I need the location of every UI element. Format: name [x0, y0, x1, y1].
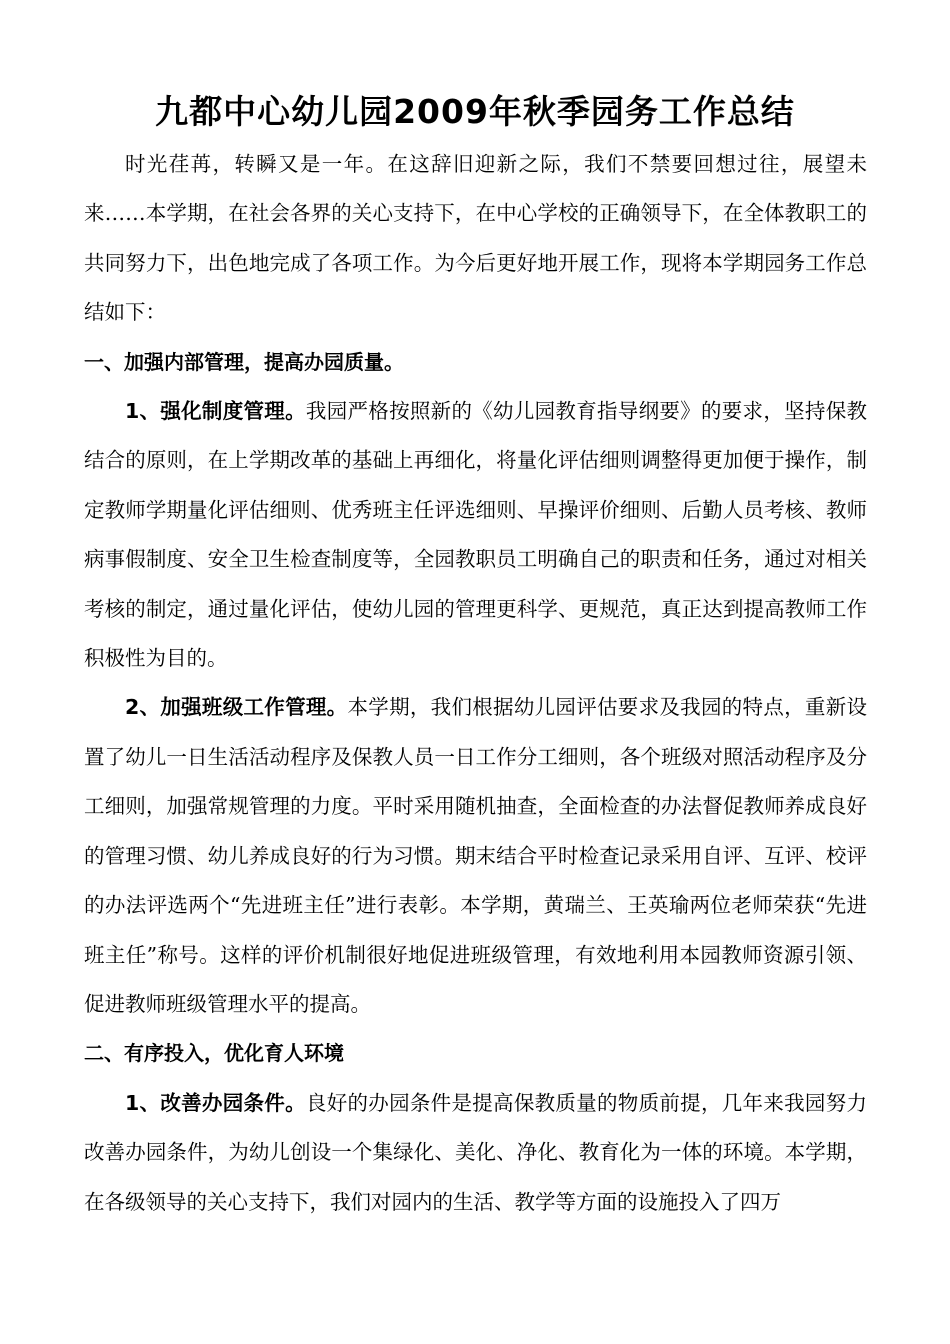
- document-body: [84, 140, 867, 1227]
- paragraph-lead: 2、加强班级工作管理。: [125, 695, 348, 720]
- paragraph-1-2: [84, 683, 867, 1029]
- paragraph-2-1: [84, 1079, 867, 1227]
- paragraph-1-1: [84, 387, 867, 683]
- section-heading-1: 一、加强内部管理，提高办园质量。: [84, 349, 404, 374]
- section-heading-2: 二、有序投入，优化育人环境: [84, 1041, 344, 1066]
- paragraph-text: 我园严格按照新的《幼儿园教育指导纲要》的要求，坚持保教结合的原则，在上学期改革的基础上再细化，将量化评估细则调整得更加便于操作，制定教师学期量化评估细则、优秀班主任评选细则、早操评价细则、后勤人员考核、教师病事假制度、安全卫生检查制度等，全园教职员工明确自己的职责和任务，通过对相关考核的制定，通过量化评估，使幼儿园的管理更科学、更规范，真正达到提高教师工作积极性为目的。: [84, 399, 868, 671]
- paragraph-lead: 1、改善办园条件。: [125, 1090, 306, 1115]
- paragraph-text: 良好的办园条件是提高保教质量的物质前提，几年来我园努力改善办园条件，为幼儿创设一个集绿化、美化、净化、教育化为一体的环境。本学期，在各级领导的关心支持下，我们对园内的生活、教学等方面的设施投入了四万: [84, 1090, 868, 1214]
- intro-paragraph: 时光荏苒，转瞬又是一年。在这辞旧迎新之际，我们不禁要回想过往，展望未来……本学期，在社会各界的关心支持下，在中心学校的正确领导下，在全体教职工的共同努力下，出色地完成了各项工作。为今后更好地开展工作，现将本学期园务工作总结如下：: [84, 152, 867, 325]
- paragraph-text: 本学期，我们根据幼儿园评估要求及我园的特点，重新设置了幼儿一日生活活动程序及保教人员一日工作分工细则，各个班级对照活动程序及分工细则，加强常规管理的力度。平时采用随机抽查，全面检查的办法督促教师养成良好的管理习惯、幼儿养成良好的行为习惯。期末结合平时检查记录采用自评、互评、校评的办法评选两个“先进班主任”进行表彰。本学期，黄瑞兰、王英瑜两位老师荣获“先进班主任”称号。这样的评价机制很好地促进班级管理，有效地利用本园教师资源引领、促进教师班级管理水平的提高。: [84, 695, 868, 1016]
- document-title: 九都中心幼儿园2009年秋季园务工作总结: [155, 92, 795, 131]
- paragraph-lead: 1、强化制度管理。: [125, 399, 306, 424]
